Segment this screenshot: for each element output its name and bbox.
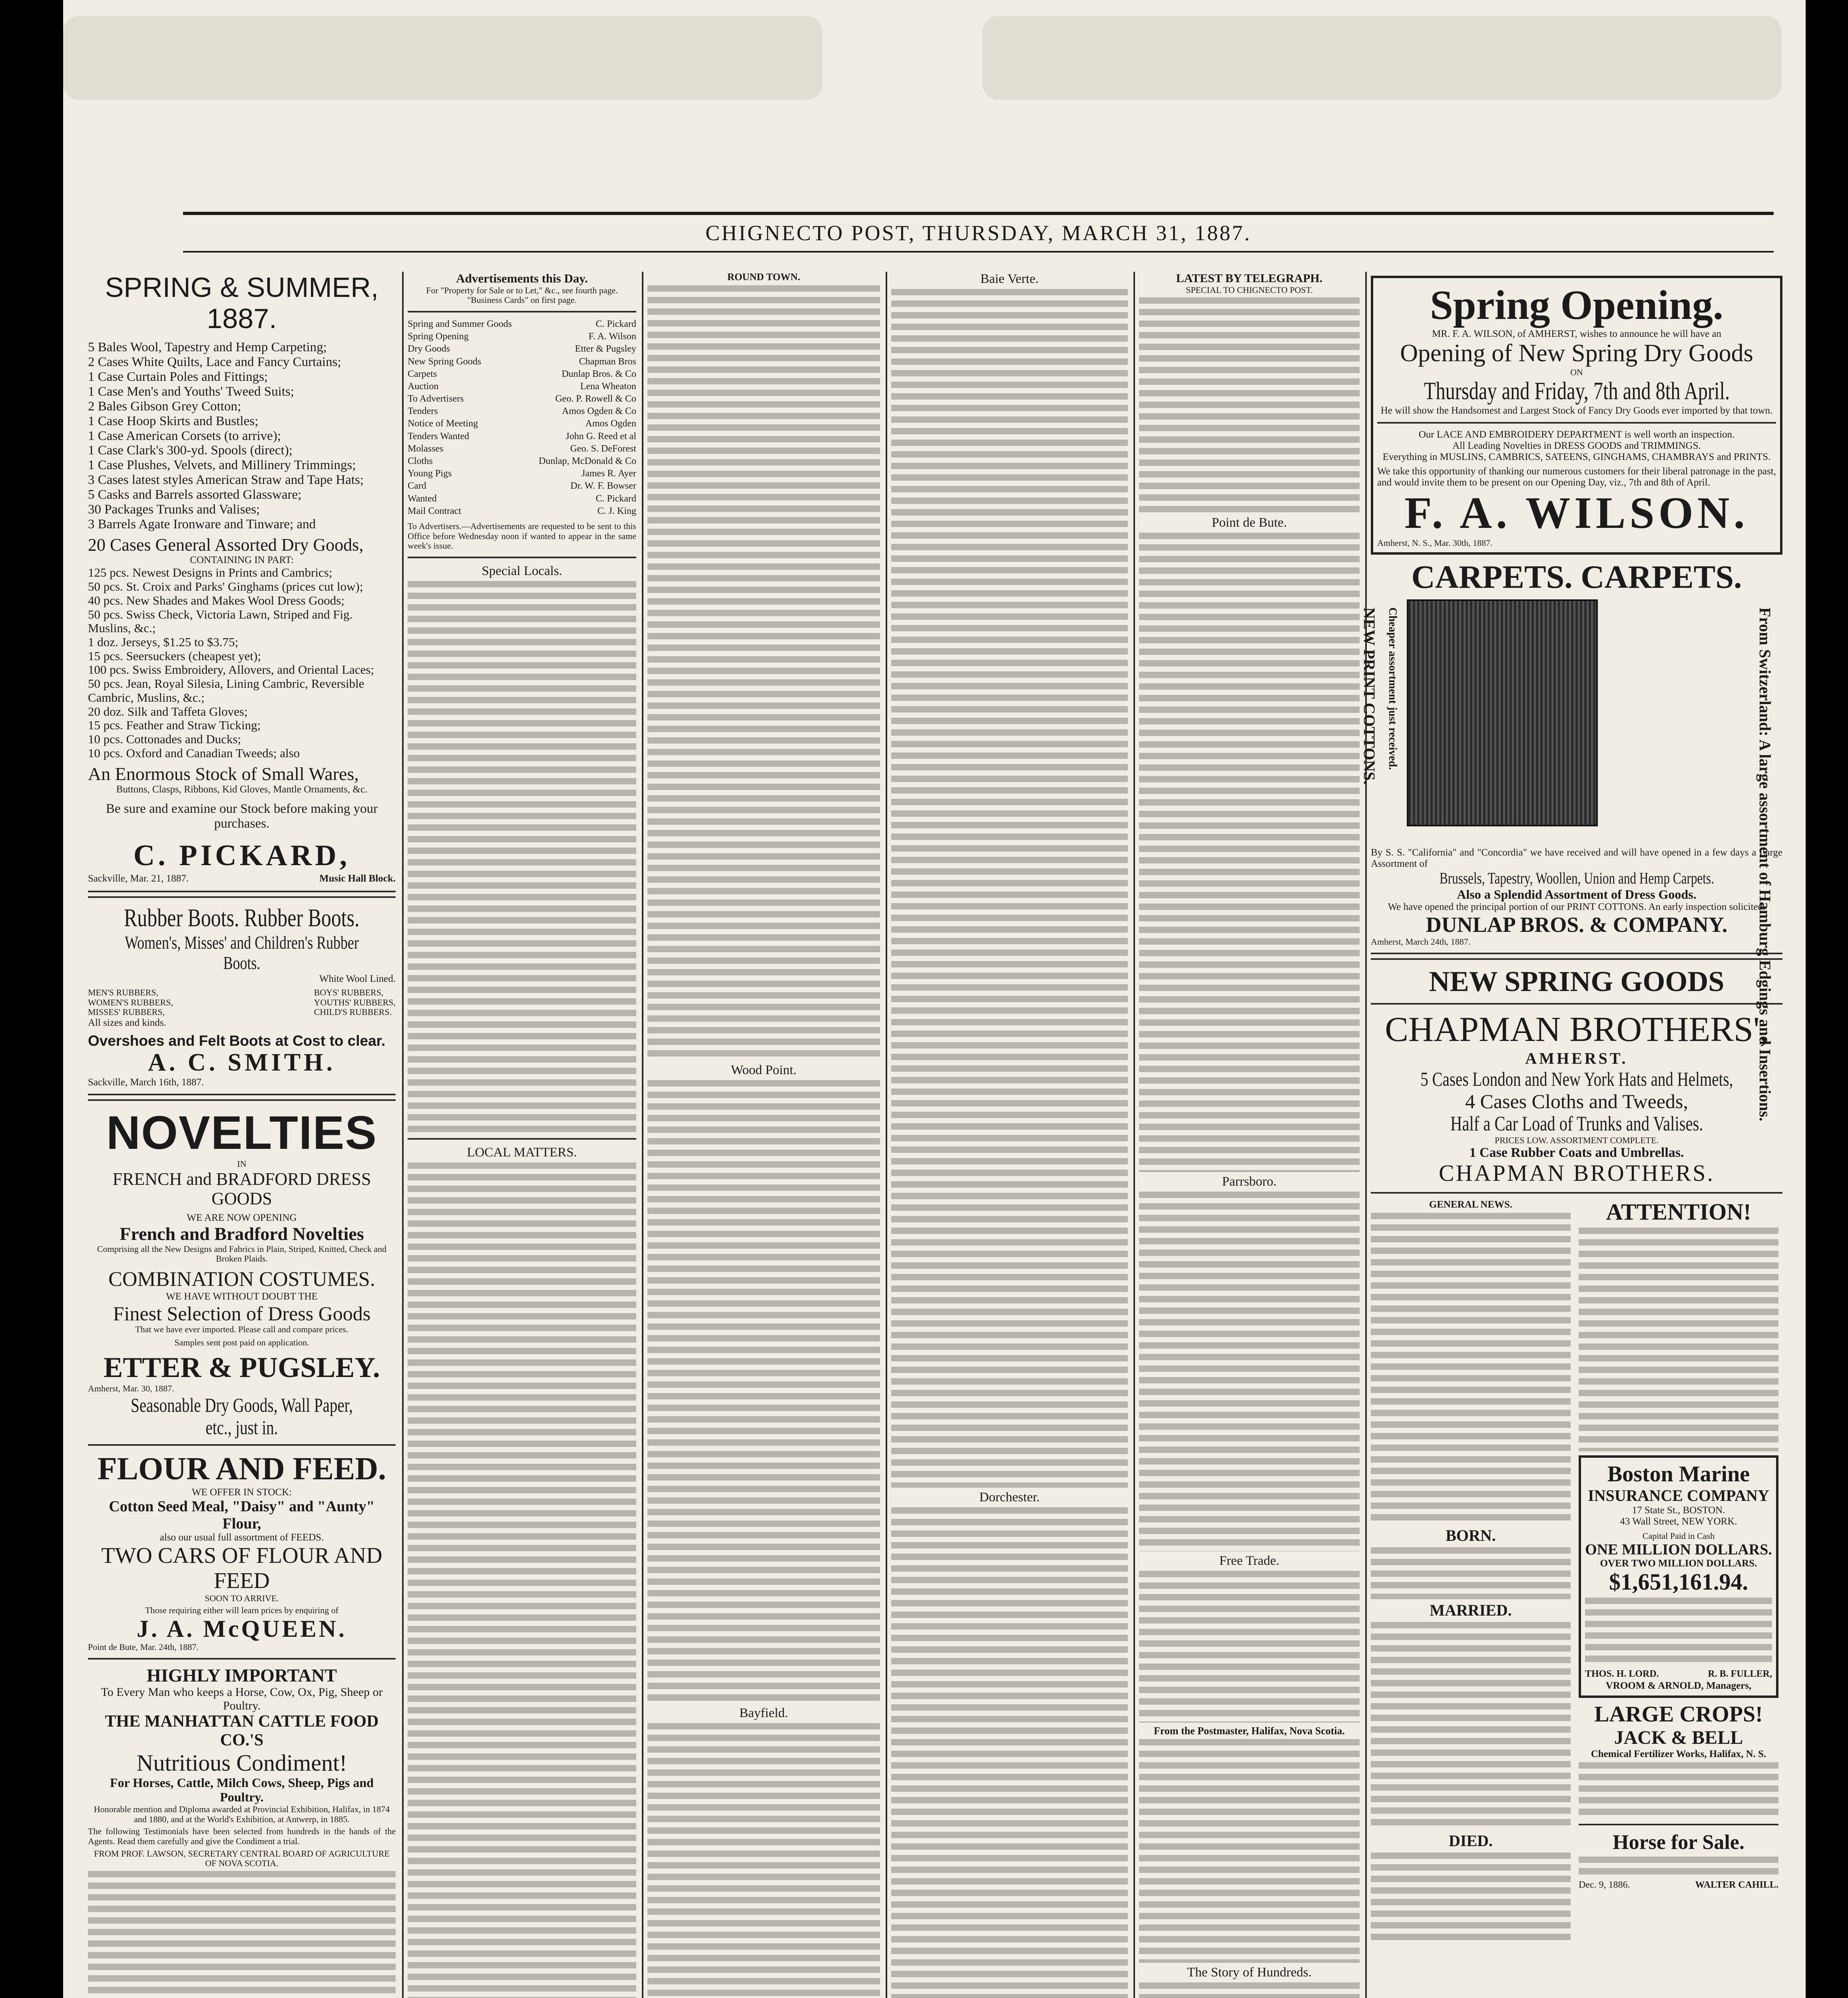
boston-text: [1585, 1598, 1772, 1666]
switzerland-vertical: From Switzerland: A large assortment of Hamburg Edgings and Insertions.: [1756, 607, 1774, 1121]
dorchester-text: [891, 1507, 1128, 1998]
masthead-rule-top: [183, 212, 1774, 215]
died-text: [1371, 1853, 1571, 1940]
novelties-sub: FRENCH and BRADFORD DRESS GOODS: [112, 1169, 371, 1208]
white-wool: White Wool Lined.: [319, 973, 396, 984]
novelties-desc: Comprising all the New Designs and Fabrics in Plain, Striped, Knitted, Check and Broken Plaids.: [97, 1244, 387, 1264]
testimonial-text: [88, 1871, 396, 1998]
finest-sub: That we have ever imported. Please call and compare prices.: [135, 1324, 348, 1335]
wilson-name: F. A. WILSON.: [1404, 488, 1749, 538]
ad-row: [408, 405, 636, 418]
novelties-note: All Leading Novelties in DRESS GOODS and TRIMMINGS.: [1452, 440, 1701, 451]
examine-note: Be sure and examine our Stock before making your purchases.: [106, 802, 378, 831]
column-rule: [1133, 272, 1135, 1998]
chapman-title: CHAPMAN BROTHERS',: [1385, 1010, 1768, 1049]
ads-note: For "Property for Sale or to Let," &c., see fourth page. "Business Cards" on first page.: [426, 285, 618, 305]
lace-dept: Our LACE AND EMBROIDERY DEPARTMENT is well worth an inspection.: [1418, 429, 1735, 440]
etter-pugsley: ETTER & PUGSLEY.: [104, 1351, 380, 1384]
stock-item: 3 Barrels Agate Ironware and Tinware; and: [88, 517, 316, 532]
married-text: [1371, 1622, 1571, 1830]
large-crops: LARGE CROPS!: [1594, 1702, 1763, 1727]
stock-item: 30 Packages Trunks and Valises;: [88, 502, 260, 517]
part-item: 50 pcs. Jean, Royal Silesia, Lining Cambric, Reversible Cambric, Muslins, &c.;: [88, 677, 364, 704]
amherst-label: AMHERST.: [1525, 1049, 1628, 1067]
small-wares-heading: An Enormous Stock of Small Wares,: [88, 763, 359, 784]
part-item: 15 pcs. Seersuckers (cheapest yet);: [88, 649, 261, 663]
fuller-name: R. B. FULLER,: [1708, 1669, 1772, 1680]
column-2: [408, 272, 636, 1998]
capital-label: Capital Paid in Cash: [1642, 1530, 1715, 1541]
ad-advertiser: James R. Ayer: [581, 468, 636, 479]
part-item: 100 pcs. Swiss Embroidery, Allovers, and Oriental Laces;: [88, 663, 374, 677]
right-ads: [1579, 1199, 1778, 1942]
telegraph-text: [1139, 297, 1360, 513]
ad-row: [408, 443, 636, 455]
ad-advertiser: Amos Ogden: [585, 418, 636, 429]
thanks-note: We take this opportunity of thanking our numerous customers for their liberal patronage in the past, and would invite them to be present on our Opening Day, viz., 7th and 8th of April.: [1377, 466, 1776, 488]
postmaster-text: [1139, 1739, 1360, 1963]
prices-low: PRICES LOW. ASSORTMENT COMPLETE.: [1494, 1135, 1659, 1145]
column-6: [1360, 272, 1782, 1998]
brussels-carpets-text: Brussels, Tapestry, Woollen, Union and Hemp Carpets.: [1439, 869, 1714, 887]
part-item: 40 pcs. New Shades and Makes Wool Dress Goods;: [88, 593, 345, 607]
masthead-rule-bottom: [183, 251, 1774, 253]
ad-item: Notice of Meeting: [408, 418, 478, 429]
cotton-seed: Cotton Seed Meal, "Daisy" and "Aunty" Flour,: [109, 1498, 375, 1532]
wilson-show: He will show the Handsomest and Largest Stock of Fancy Dry Goods ever imported by that town.: [1380, 405, 1773, 416]
ad-row: [408, 493, 636, 505]
jack-bell: JACK & BELL: [1614, 1727, 1743, 1748]
stock-item: 2 Cases White Quilts, Lace and Fancy Curtains;: [88, 354, 341, 369]
newspaper-page: [63, 0, 1806, 1998]
honorable: Honorable mention and Diploma awarded at Provincial Exhibition, Halifax, in 1874 and 1880, and at the World's Exhibition, at Antwerp, in 1885.: [94, 1804, 390, 1824]
dunlap-name: DUNLAP BROS. & COMPANY.: [1426, 913, 1728, 937]
general-news-title: GENERAL NEWS.: [1429, 1199, 1513, 1210]
testimonials: The following Testimonials have been selected from hundreds in the hands of the Agents. Read them carefully and give the Condiment a trial.: [88, 1826, 396, 1846]
ad-item: Cloths: [408, 456, 433, 467]
ads-list: [408, 318, 636, 517]
part-item: 20 doz. Silk and Taffeta Gloves;: [88, 704, 248, 718]
stock-item: 1 Case Men's and Youths' Tweed Suits;: [88, 384, 294, 399]
rubber-coats: 1 Case Rubber Coats and Umbrellas.: [1469, 1145, 1684, 1160]
samples-note: Samples sent post paid on application.: [174, 1337, 309, 1347]
ad-row: [408, 330, 636, 343]
ad-row: [408, 455, 636, 468]
dorchester-title: Dorchester.: [979, 1490, 1040, 1504]
bayfield-title: Bayfield.: [739, 1705, 788, 1720]
ad-item: Tenders: [408, 406, 438, 417]
rubber-list: [88, 988, 396, 1017]
baie-verte-text: [891, 289, 1128, 1488]
local-matters-title: LOCAL MATTERS.: [467, 1145, 577, 1160]
opening-of: Opening of New Spring Dry Goods: [1400, 340, 1753, 367]
opening-label: WE ARE NOW OPENING: [187, 1212, 297, 1224]
special-locals-title: Special Locals.: [482, 563, 562, 578]
small-wares-sub: Buttons, Clasps, Ribbons, Kid Gloves, Mantle Ornaments, &c.: [116, 784, 368, 795]
novelties-in: IN: [237, 1158, 247, 1169]
new-spring-goods: NEW SPRING GOODS: [1429, 965, 1725, 997]
round-town-text: [647, 285, 880, 1061]
ad-row: [408, 430, 636, 443]
column-1: [88, 272, 396, 1998]
to-advertisers: To Advertisers.—Advertisements are requested to be sent to this Office before Wednesday noon if wanted to appear in the same week's issue.: [408, 521, 636, 551]
surplus: $1,651,161.94.: [1609, 1569, 1748, 1595]
ad-row: [408, 368, 636, 380]
nutritious: Nutritious Condiment!: [136, 1749, 347, 1776]
dunlap-place: Amherst, March 24th, 1887.: [1371, 936, 1471, 947]
thursday-friday: [1377, 378, 1776, 405]
ad-item: Mail Contract: [408, 505, 461, 516]
point-bute-text: [1139, 533, 1360, 1172]
parrsboro-text: [1139, 1192, 1360, 1551]
masthead-title: CHIGNECTO POST, THURSDAY, MARCH 31, 1887.: [705, 221, 1251, 245]
stock-item: 1 Case Curtain Poles and Fittings;: [88, 369, 268, 384]
wilson-place: Amherst, N. S., Mar. 30th, 1887.: [1377, 538, 1493, 548]
column-rule: [886, 272, 887, 1998]
pickard-name: C. PICKARD,: [133, 839, 350, 872]
rubber-boots-sub-text: Women's, Misses' and Children's Rubber Boots.: [125, 932, 359, 973]
stock-item: 1 Case Hoop Skirts and Bustles;: [88, 414, 259, 428]
stock-item: 1 Case Clark's 300-yd. Spools (direct);: [88, 443, 293, 458]
spring-opening-ad: [1371, 276, 1782, 555]
print-cottons-vertical: NEW PRINT COTTONS.: [1360, 607, 1378, 785]
rubber-boots-title-text: Rubber Boots. Rubber Boots.: [124, 903, 360, 932]
ad-advertiser: John G. Reed et al: [566, 431, 636, 442]
point-bute-title: Point de Bute.: [1212, 515, 1287, 530]
born-title: BORN.: [1446, 1526, 1496, 1545]
ad-item: Spring Opening: [408, 331, 469, 342]
two-million: OVER TWO MILLION DOLLARS.: [1600, 1558, 1757, 1569]
ad-advertiser: Geo. P. Rowell & Co: [555, 394, 636, 404]
round-town-title: ROUND TOWN.: [727, 272, 801, 283]
torn-edge: [63, 16, 822, 100]
attention-title: ATTENTION!: [1606, 1199, 1751, 1225]
telegraph-title: LATEST BY TELEGRAPH.: [1176, 272, 1323, 285]
part-item: 10 pcs. Oxford and Canadian Tweeds; also: [88, 746, 300, 760]
for-horses: For Horses, Cattle, Milch Cows, Sheep, Pigs and Poultry.: [110, 1775, 374, 1805]
special-post: SPECIAL TO CHIGNECTO POST.: [1186, 285, 1313, 295]
spring-summer-title: SPRING & SUMMER, 1887.: [105, 272, 379, 334]
column-rule: [642, 272, 643, 1998]
stock-item: 3 Cases latest styles American Straw and Tape Hats;: [88, 473, 364, 488]
ad-row: [408, 480, 636, 492]
cases-london-text: 5 Cases London and New York Hats and Helmets,: [1420, 1067, 1733, 1090]
on-label: ON: [1570, 367, 1583, 377]
lower-section: [1371, 1199, 1782, 1942]
ad-item: Auction: [408, 381, 439, 392]
ad-row: [408, 343, 636, 355]
part-item: 125 pcs. Newest Designs in Prints and Cambrics;: [88, 565, 333, 580]
thursday-friday-text: Thursday and Friday, 7th and 8th April.: [1424, 377, 1730, 405]
column-4: [891, 272, 1128, 1998]
prof-lawson: FROM PROF. LAWSON, SECRETARY CENTRAL BOARD OF AGRICULTURE OF NOVA SCOTIA.: [94, 1848, 390, 1869]
print-cottons: We have opened the principal portion of our PRINT COTTONS. An early inspection solicited.: [1388, 901, 1766, 913]
insurance: INSURANCE COMPANY: [1588, 1487, 1769, 1505]
born-text: [1371, 1547, 1571, 1599]
stock-item: 1 Case Plushes, Velvets, and Millinery Trimmings;: [88, 458, 356, 473]
half-car: [1371, 1112, 1782, 1136]
novelties-title: NOVELTIES: [106, 1106, 377, 1159]
ad-row: [408, 380, 636, 393]
ad-advertiser: C. Pickard: [595, 318, 636, 329]
ad-advertiser: F. A. Wilson: [588, 331, 636, 342]
story-text: [1139, 1982, 1360, 1998]
ad-advertiser: C. Pickard: [595, 493, 636, 504]
wood-point-title: Wood Point.: [731, 1063, 797, 1077]
ad-item: Carpets: [408, 368, 437, 379]
part-item: 10 pcs. Cottonades and Ducks;: [88, 732, 241, 746]
free-trade-text: [1139, 1571, 1360, 1723]
general-news-text: [1371, 1213, 1571, 1524]
ad-advertiser: Dunlap Bros. & Co: [562, 368, 636, 379]
chapman-brothers: CHAPMAN BROTHERS.: [1439, 1160, 1715, 1186]
spring-opening-title: Spring Opening.: [1430, 282, 1724, 328]
horse-text: [1579, 1857, 1778, 1877]
baie-verte-title: Baie Verte.: [980, 272, 1039, 286]
free-trade-title: Free Trade.: [1219, 1554, 1280, 1568]
married-title: MARRIED.: [1430, 1601, 1512, 1620]
general-goods-heading: 20 Cases General Assorted Dry Goods,: [88, 535, 364, 555]
chemical-works: Chemical Fertilizer Works, Halifax, N. S.: [1591, 1748, 1766, 1759]
part-item: 50 pcs. St. Croix and Parks' Ginghams (prices cut low);: [88, 579, 363, 594]
carpet-engraving-icon: [1407, 599, 1598, 826]
story-title: The Story of Hundreds.: [1187, 1965, 1312, 1980]
half-car-text: Half a Car Load of Trunks and Valises.: [1450, 1112, 1703, 1135]
rubber-left: MISSES' RUBBERS,: [88, 1007, 165, 1017]
ad-item: Molasses: [408, 443, 444, 454]
vroom-arnold: VROOM & ARNOLD, Managers,: [1605, 1680, 1752, 1692]
combination: COMBINATION COSTUMES.: [108, 1268, 375, 1291]
stock-item: 2 Bales Gibson Grey Cotton;: [88, 399, 241, 414]
parrsboro-title: Parrsboro.: [1222, 1174, 1277, 1189]
column-rule: [402, 272, 404, 1998]
carpets-title: CARPETS. CARPETS.: [1411, 559, 1742, 595]
lord-name: THOS. H. LORD.: [1585, 1669, 1659, 1680]
mcqueen-place: Point de Bute, Mar. 24th, 1887.: [88, 1642, 199, 1652]
ad-item: To Advertisers: [408, 394, 464, 404]
ad-row: [408, 418, 636, 430]
column-rule: [1365, 272, 1367, 1998]
seasonable-text: Seasonable Dry Goods, Wall Paper, etc., just in.: [131, 1393, 353, 1439]
ad-advertiser: Dr. W. F. Bowser: [570, 481, 636, 492]
muslins-note: Everything in MUSLINS, CAMBRICS, SATEENS, GINGHAMS, CHAMBRAYS and PRINTS.: [1382, 451, 1771, 462]
seasonable: [88, 1394, 396, 1439]
stock-item: 5 Casks and Barrels assorted Glassware;: [88, 488, 302, 502]
rubber-left: WOMEN'S RUBBERS,: [88, 997, 173, 1007]
cheaper-vertical: Cheaper assortment just received.: [1386, 607, 1399, 770]
died-title: DIED.: [1448, 1832, 1493, 1850]
ad-row: [408, 356, 636, 368]
two-cars: TWO CARS OF FLOUR AND FEED: [101, 1543, 382, 1593]
mcqueen-name: J. A. McQUEEN.: [137, 1615, 347, 1642]
cahill-date: Dec. 9, 1886.: [1579, 1879, 1630, 1890]
attention-text: [1579, 1228, 1778, 1451]
full-assort: also our usual full assortment of FEEDS.: [159, 1532, 324, 1543]
wood-point-text: [647, 1080, 880, 1703]
finest-selection: Finest Selection of Dress Goods: [113, 1302, 371, 1325]
part-item: 50 pcs. Swiss Check, Victoria Lawn, Striped and Fig. Muslins, &c.;: [88, 607, 353, 635]
rubber-sizes: All sizes and kinds.: [88, 1017, 166, 1028]
crops-text: [1579, 1762, 1778, 1818]
containing-label: CONTAINING IN PART:: [190, 555, 294, 566]
rubber-right: CHILD'S RUBBERS.: [314, 1007, 392, 1017]
french-bradford: French and Bradford Novelties: [119, 1224, 364, 1244]
ny-addr: 43 Wall Street, NEW YORK.: [1620, 1516, 1737, 1527]
rubber-left: MEN'S RUBBERS,: [88, 987, 159, 997]
smith-place: Sackville, March 16th, 1887.: [88, 1077, 204, 1088]
part-item: 1 doz. Jerseys, $1.25 to $3.75;: [88, 635, 239, 649]
highly-important: HIGHLY IMPORTANT: [147, 1665, 337, 1686]
ad-row: [408, 468, 636, 480]
ad-advertiser: C. J. King: [597, 505, 636, 516]
ad-item: New Spring Goods: [408, 356, 481, 367]
horse-for-sale: Horse for Sale.: [1613, 1831, 1744, 1854]
boston-addr: 17 State St., BOSTON.: [1632, 1504, 1725, 1516]
brussels-carpets: [1371, 870, 1782, 888]
offer-label: WE OFFER IN STOCK:: [191, 1487, 292, 1498]
overshoes: Overshoes and Felt Boots at Cost to clear.: [88, 1032, 386, 1049]
special-locals-text: [408, 581, 636, 1132]
local-matters-text: [408, 1162, 636, 1998]
pickard-place: Sackville, Mar. 21, 1887.: [88, 873, 189, 884]
wilson-intro: MR. F. A. WILSON, of AMHERST, wishes to announce he will have an: [1432, 328, 1722, 340]
part-item: 15 pcs. Feather and Straw Ticking;: [88, 718, 261, 732]
general-news: [1371, 1199, 1571, 1942]
ad-row: [408, 505, 636, 517]
ad-row: [408, 318, 636, 330]
ad-row: [408, 393, 636, 405]
ad-item: Wanted: [408, 493, 437, 504]
highly-sub: To Every Man who keeps a Horse, Cow, Ox, Pig, Sheep or Poultry.: [101, 1686, 383, 1712]
manhattan: THE MANHATTAN CATTLE FOOD CO.'S: [105, 1712, 379, 1750]
without-doubt: WE HAVE WITHOUT DOUBT THE: [166, 1291, 318, 1302]
etter-place: Amherst, Mar. 30, 1887.: [88, 1383, 174, 1393]
boston-marine-ad: [1579, 1455, 1778, 1698]
splendid-dress: Also a Splendid Assortment of Dress Goods.: [1457, 887, 1697, 901]
ad-advertiser: Chapman Bros: [579, 356, 636, 367]
column-5: [1139, 272, 1360, 1998]
stock-item: 1 Case American Corsets (to arrive);: [88, 428, 281, 443]
ad-advertiser: Geo. S. DeForest: [570, 443, 636, 454]
rubber-right: BOYS' RUBBERS,: [314, 987, 384, 997]
ad-advertiser: Dunlap, McDonald & Co: [539, 456, 636, 467]
column-3: [647, 272, 880, 1998]
cases-london: [1371, 1068, 1782, 1090]
ad-item: Card: [408, 481, 426, 492]
cases-cloths: 4 Cases Cloths and Tweeds,: [1465, 1090, 1689, 1112]
ad-item: Tenders Wanted: [408, 431, 469, 442]
torn-edge: [982, 16, 1782, 100]
rubber-boots-sub: [88, 932, 396, 973]
ad-item: Spring and Summer Goods: [408, 318, 512, 329]
stock-item: 5 Bales Wool, Tapestry and Hemp Carpeting;: [88, 340, 327, 354]
ad-advertiser: Lena Wheaton: [580, 381, 636, 392]
ads-title: Advertisements this Day.: [456, 271, 588, 285]
pickard-block: Music Hall Block.: [319, 873, 396, 884]
requiring-note: Those requiring either will learn prices by enquiring of: [145, 1605, 339, 1616]
postmaster-title: From the Postmaster, Halifax, Nova Scotia.: [1153, 1725, 1345, 1737]
bayfield-text: [647, 1723, 880, 1998]
rubber-boots-title: [88, 903, 396, 932]
one-million: ONE MILLION DOLLARS.: [1585, 1541, 1772, 1558]
california-note: By S. S. "California" and "Concordia" we have received and will have opened in a few days a Large Assortment of: [1371, 847, 1782, 869]
cahill-name: WALTER CAHILL.: [1695, 1879, 1778, 1890]
ad-item: Young Pigs: [408, 468, 452, 479]
smith-name: A. C. SMITH.: [148, 1049, 336, 1077]
flour-feed-title: FLOUR AND FEED.: [97, 1451, 386, 1487]
soon-label: SOON TO ARRIVE.: [205, 1593, 279, 1603]
boston-marine: Boston Marine: [1607, 1462, 1750, 1487]
ad-advertiser: Etter & Pugsley: [575, 344, 636, 354]
ad-advertiser: Amos Ogden & Co: [562, 406, 636, 417]
ad-item: Dry Goods: [408, 344, 450, 354]
rubber-right: YOUTHS' RUBBERS,: [314, 997, 396, 1007]
